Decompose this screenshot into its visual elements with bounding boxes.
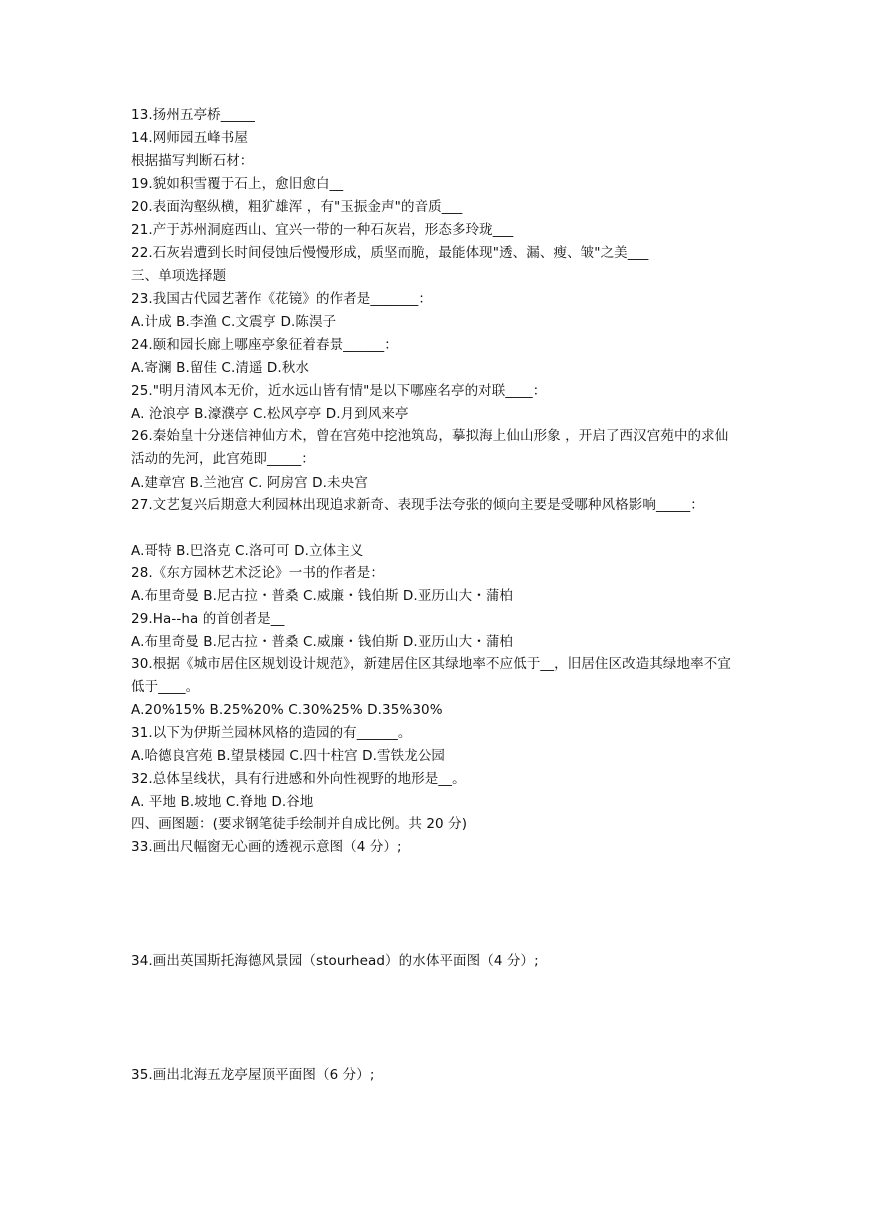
question-27: 27.文艺复兴后期意大利园林出现追求新奇、表现手法夸张的倾向主要是受哪种风格影响_____： (131, 497, 704, 513)
question-14: 14.网师园五峰书屋 (131, 130, 248, 146)
question-33: 33.画出尺幅窗无心画的透视示意图（4 分）; (131, 839, 402, 855)
section-4-heading: 四、画图题：(要求钢笔徒手绘制并自成比例。共 20 分) (131, 816, 468, 832)
question-24: 24.颐和园长廊上哪座亭象征着春景______： (131, 337, 398, 353)
question-32: 32.总体呈线状，具有行进感和外向性视野的地形是__。 (131, 771, 466, 787)
question-22: 22.石灰岩遭到长时间侵蚀后慢慢形成，质坚而脆，最能体现"透、漏、瘦、皱"之美___ (131, 245, 649, 261)
section-stone-heading: 根据描写判断石材： (131, 153, 254, 169)
question-31: 31.以下为伊斯兰园林风格的造园的有______。 (131, 725, 412, 741)
question-34: 34.画出英国斯托海德风景园（stourhead）的水体平面图（4 分）; (131, 953, 539, 969)
question-27-options: A.哥特 B.巴洛克 C.洛可可 D.立体主义 (131, 543, 364, 559)
question-26-options: A.建章宫 B.兰池宫 C. 阿房宫 D.未央宫 (131, 475, 368, 491)
question-13: 13.扬州五亭桥_____ (131, 107, 256, 123)
question-26: 26.秦始皇十分迷信神仙方术，曾在宫苑中挖池筑岛，摹拟海上仙山形象 ，开启了西汉宫苑中的求仙活动的先河，此宫苑即_____： (131, 428, 729, 467)
question-25: 25."明月清风本无价，近水远山皆有情"是以下哪座名亭的对联____： (131, 383, 547, 399)
question-25-options: A. 沧浪亭 B.濠濮亭 C.松风亭亭 D.月到风来亭 (131, 406, 409, 422)
question-29-options: A.布里奇曼 B.尼古拉・普桑 C.威廉・钱伯斯 D.亚历山大・蒲柏 (131, 634, 514, 650)
question-29: 29.Ha--ha 的首创者是__ (131, 611, 285, 627)
question-23: 23.我国古代园艺著作《花镜》的作者是_______： (131, 291, 432, 307)
question-30-options: A.20%15% B.25%20% C.30%25% D.35%30% (131, 702, 443, 718)
question-23-options: A.计成 B.李渔 C.文震亨 D.陈淏子 (131, 314, 337, 330)
question-24-options: A.寄澜 B.留佳 C.清遥 D.秋水 (131, 360, 310, 376)
question-28-options: A.布里奇曼 B.尼古拉・普桑 C.威廉・钱伯斯 D.亚历山大・蒲柏 (131, 588, 514, 604)
question-28: 28.《东方园林艺术泛论》一书的作者是： (131, 565, 384, 581)
question-35: 35.画出北海五龙亭屋顶平面图（6 分）; (131, 1067, 375, 1083)
question-30: 30.根据《城市居住区规划设计规范》，新建居住区其绿地率不应低于__，旧居住区改造其绿地率不宜低于____。 (131, 656, 731, 695)
question-31-options: A.哈德良宫苑 B.望景楼园 C.四十柱宫 D.雪铁龙公园 (131, 748, 446, 764)
question-20: 20.表面沟壑纵横，粗犷雄浑 ，有"玉振金声"的音质___ (131, 199, 463, 215)
question-19: 19.貌如积雪覆于石上，愈旧愈白__ (131, 176, 344, 192)
question-32-options: A. 平地 B.坡地 C.脊地 D.谷地 (131, 794, 314, 810)
section-3-heading: 三、单项选择题 (131, 268, 227, 284)
question-21: 21.产于苏州洞庭西山、宜兴一带的一种石灰岩，形态多玲珑___ (131, 222, 514, 238)
